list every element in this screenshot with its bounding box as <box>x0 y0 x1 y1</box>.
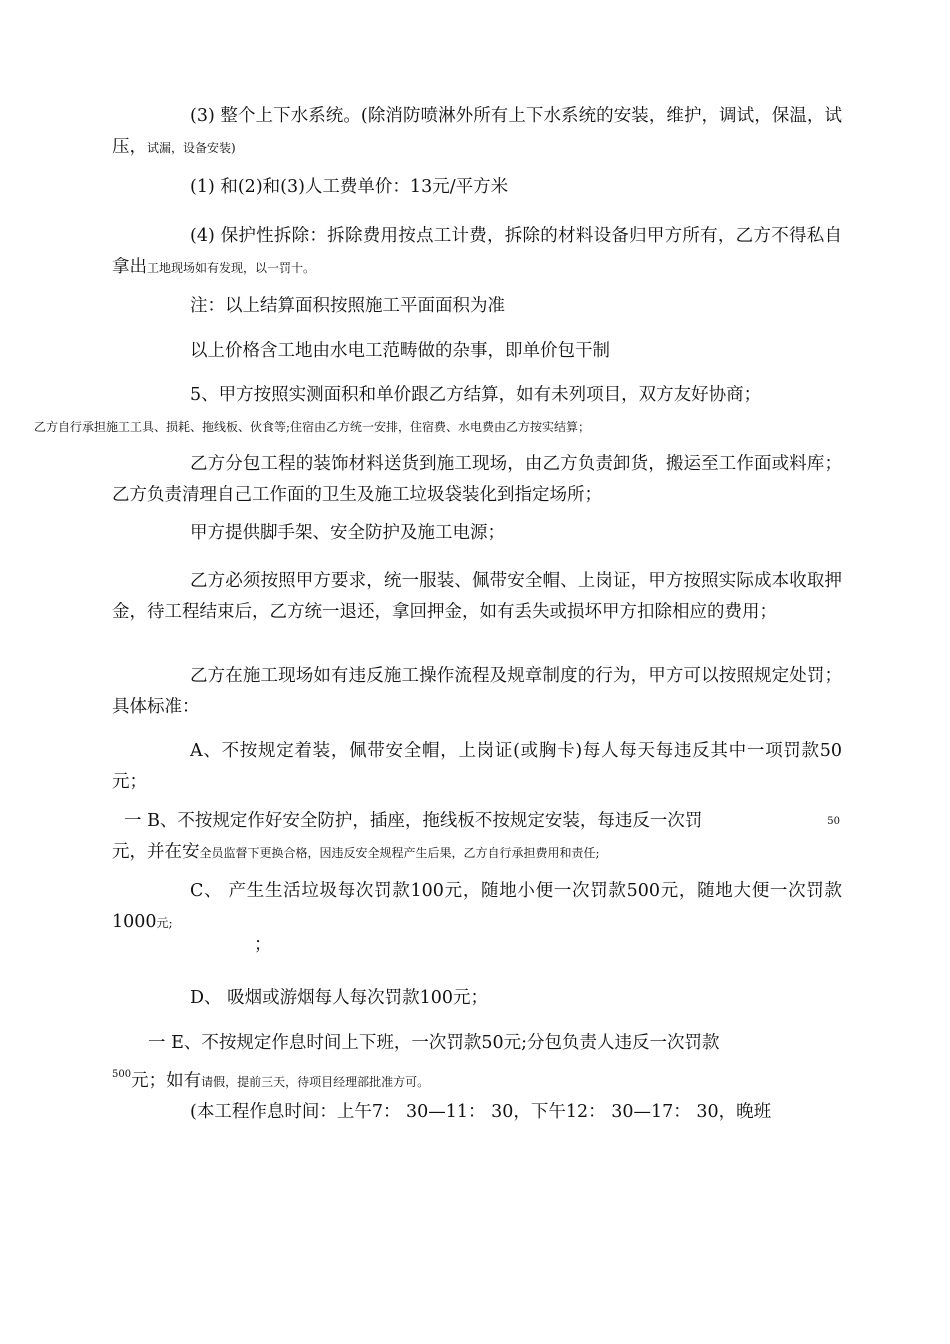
text: 以上价格含工地由水电工范畴做的杂事，即单价包干制 <box>190 341 610 361</box>
text: (3) 整个上下水系统。(除消防喷淋外所有上下水系统的安装，维护，调试，保温，试压， <box>112 106 842 157</box>
superscript: 50 <box>827 816 840 827</box>
text: 甲方提供脚手架、安全防护及施工电源； <box>190 523 505 543</box>
text: 注：以上结算面积按照施工平面面积为准 <box>190 296 505 316</box>
text: (本工程作息时间：上午7： 30—11： 30，下午12： 30—17： 30，晚班 <box>190 1102 772 1122</box>
paragraph-water-system <box>112 101 842 164</box>
text: 元，并在安 <box>112 842 200 862</box>
paragraph-materials <box>112 449 842 511</box>
paragraph-settlement <box>34 380 842 443</box>
text: (4) 保护性拆除：拆除费用按点工计费，拆除的材料设备归甲方所有，乙方不得私自拿出 <box>112 226 842 277</box>
small-text: 全员监督下更换合格，因违反安全规程产生后果，乙方自行承担费用和责任; <box>199 846 600 860</box>
paragraph-price-scope <box>112 336 842 367</box>
text: D、 吸烟或游烟每人每次罚款100元； <box>190 988 488 1008</box>
paragraph-penalty-intro <box>112 661 842 723</box>
text: 乙方分包工程的装饰材料送货到施工现场，由乙方负责卸货，搬运至工作面或料库；乙方负责清理自己工作面的卫生及施工垃圾袋装化到指定场所； <box>112 454 842 505</box>
small-text: 乙方自行承担施工工具、损耗、拖线板、伙食等;住宿由乙方统一安排，住宿费、水电费由乙方按实结算； <box>34 420 591 434</box>
penalty-item-e <box>112 1028 842 1098</box>
text: 元；如有 <box>131 1071 202 1091</box>
text: 一 E、不按规定作息时间上下班，一次罚款50元;分包负责人违反一次罚款 <box>148 1033 720 1053</box>
text: 一 B、不按规定作好安全防护，插座，拖线板不按规定安装，每违反一次罚 <box>124 811 703 831</box>
text: 5、甲方按照实测面积和单价跟乙方结算，如有未列项目，双方友好协商； <box>190 385 762 405</box>
paragraph-uniform-deposit <box>112 566 842 628</box>
superscript: 500 <box>112 1069 132 1080</box>
penalty-item-d <box>112 983 842 1014</box>
small-text: 试漏，设备安装) <box>147 141 236 155</box>
stray-semicolon <box>254 930 294 961</box>
penalty-item-b <box>112 806 840 869</box>
paragraph-demolition <box>112 221 842 284</box>
penalty-item-a <box>112 736 842 798</box>
paragraph-labor-price <box>112 172 842 203</box>
paragraph-scaffolding <box>112 518 842 549</box>
small-text: 工地现场如有发现，以一罚十。 <box>147 261 316 275</box>
paragraph-note <box>112 291 842 322</box>
text: ； <box>254 935 272 955</box>
text: (1) 和(2)和(3)人工费单价：13元/平方米 <box>190 177 509 197</box>
paragraph-working-hours <box>190 1097 840 1128</box>
penalty-item-c <box>112 876 842 939</box>
text: A、不按规定着装，佩带安全帽，上岗证(或胸卡)每人每天每违反其中一项罚款50元； <box>112 741 842 792</box>
text: C、 产生生活垃圾每次罚款100元，随地小便一次罚款500元，随地大便一次罚款1000 <box>112 881 842 932</box>
text: 乙方在施工现场如有违反施工操作流程及规章制度的行为，甲方可以按照规定处罚；具体标准： <box>112 666 842 717</box>
small-text: 请假，提前三天，待项目经理部批准方可。 <box>201 1075 430 1089</box>
small-text: 元; <box>156 916 173 930</box>
text: 乙方必须按照甲方要求，统一服装、佩带安全帽、上岗证，甲方按照实际成本收取押金，待工程结束后，乙方统一退还，拿回押金，如有丢失或损坏甲方扣除相应的费用； <box>112 571 842 622</box>
